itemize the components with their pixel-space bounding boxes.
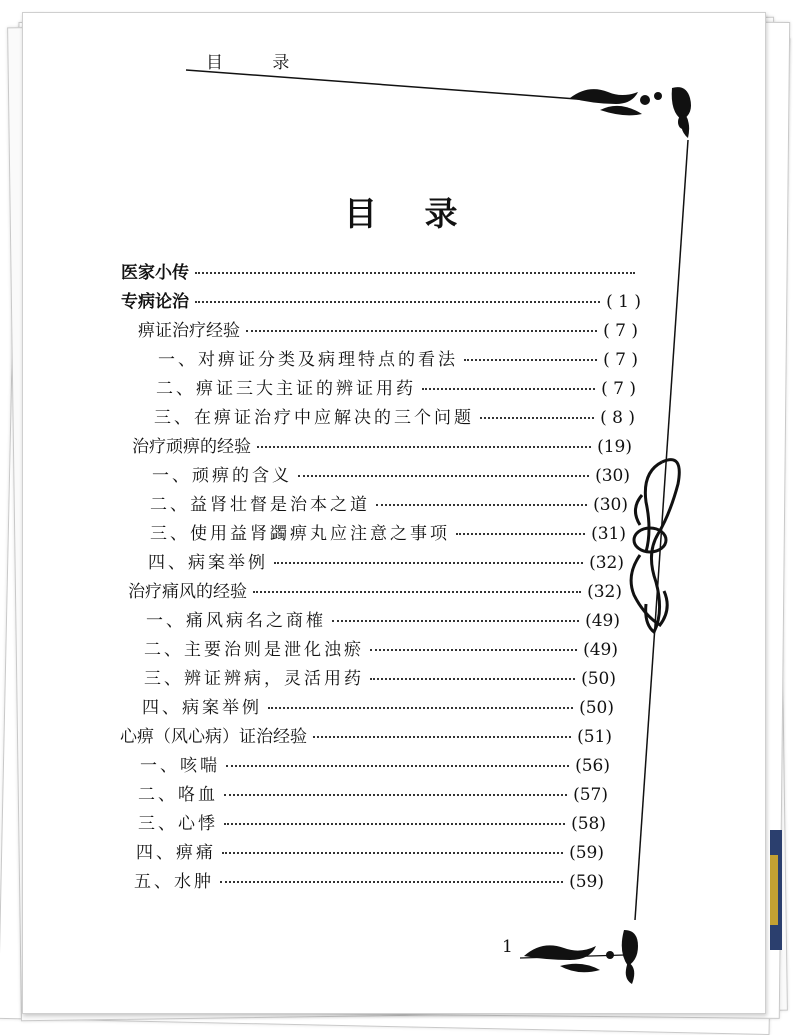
dot-leader <box>332 620 579 622</box>
toc-page: (30) <box>595 466 630 486</box>
toc-entry[interactable] <box>146 606 620 631</box>
toc-label: 一、痛风病名之商榷 <box>146 611 326 631</box>
dot-leader <box>226 765 569 767</box>
dot-leader <box>464 359 597 361</box>
dot-leader <box>195 301 600 303</box>
toc-label: 三、心悸 <box>138 814 218 834</box>
toc-label: 五、水肿 <box>134 872 214 892</box>
toc-entry[interactable] <box>144 635 618 660</box>
toc-label: 三、在痹证治疗中应解决的三个问题 <box>154 408 474 428</box>
toc-page: ( 7 ) <box>601 379 636 399</box>
toc-page: (31) <box>591 524 626 544</box>
dot-leader <box>195 272 635 274</box>
dot-leader <box>370 649 577 651</box>
toc-page: (49) <box>585 611 620 631</box>
toc-label: 心痹（风心病）证治经验 <box>120 727 307 747</box>
toc-label: 一、对痹证分类及病理特点的看法 <box>158 350 458 370</box>
toc-label: 四、病案举例 <box>148 553 268 573</box>
dot-leader <box>253 591 581 593</box>
toc-entry[interactable] <box>128 577 622 602</box>
corner-flourish-bottom <box>524 930 638 984</box>
toc-label: 二、主要治则是泄化浊瘀 <box>144 640 364 660</box>
toc-label: 医家小传 <box>121 263 189 283</box>
toc-entry[interactable] <box>138 780 608 805</box>
dot-leader <box>313 736 571 738</box>
page-number: 1 <box>502 937 513 957</box>
toc-label: 四、病案举例 <box>142 698 262 718</box>
dot-leader <box>246 330 597 332</box>
toc-entry[interactable] <box>134 867 604 892</box>
dot-leader <box>456 533 585 535</box>
dot-leader <box>480 417 594 419</box>
toc-entry[interactable] <box>156 374 636 399</box>
toc-page: (56) <box>575 756 610 776</box>
toc-entry[interactable] <box>144 664 616 689</box>
toc-entry[interactable] <box>121 287 641 312</box>
dot-leader <box>224 794 567 796</box>
toc-page: ( 7 ) <box>603 350 638 370</box>
toc-entry[interactable] <box>140 751 610 776</box>
toc-page: (50) <box>579 698 614 718</box>
toc-page: (59) <box>569 872 604 892</box>
toc-entry[interactable] <box>136 838 604 863</box>
side-flourish <box>631 460 679 632</box>
toc-label: 一、顽痹的含义 <box>152 466 292 486</box>
toc-page: (30) <box>593 495 628 515</box>
dot-leader <box>298 475 589 477</box>
toc-page: (58) <box>571 814 606 834</box>
dot-leader <box>422 388 595 390</box>
toc-label: 四、痹痛 <box>136 843 216 863</box>
toc-entry[interactable] <box>132 432 632 457</box>
dot-leader <box>224 823 565 825</box>
toc-page: (19) <box>597 437 632 457</box>
toc-label: 三、辨证辨病，灵活用药 <box>144 669 364 689</box>
toc-entry[interactable] <box>154 403 635 428</box>
toc-page: ( 8 ) <box>600 408 635 428</box>
page-title: 目 录 <box>344 194 476 233</box>
toc-page: (57) <box>573 785 608 805</box>
toc-entry[interactable] <box>152 461 630 486</box>
dot-leader <box>268 707 573 709</box>
toc-entry[interactable] <box>121 258 641 283</box>
toc-entry[interactable] <box>148 548 624 573</box>
toc-entry[interactable] <box>142 693 614 718</box>
toc-label: 痹证治疗经验 <box>138 321 240 341</box>
toc-entry[interactable] <box>158 345 638 370</box>
toc-label: 二、咯血 <box>138 785 218 805</box>
toc-page: (51) <box>577 727 612 747</box>
corner-flourish-top <box>570 87 691 138</box>
dot-leader <box>376 504 587 506</box>
running-header: 目 录 <box>206 53 312 73</box>
toc-page: (32) <box>589 553 624 573</box>
toc-label: 一、咳喘 <box>140 756 220 776</box>
toc-label: 治疗痛风的经验 <box>128 582 247 602</box>
toc-page: (50) <box>581 669 616 689</box>
toc-label: 治疗顽痹的经验 <box>132 437 251 457</box>
toc-page: (59) <box>569 843 604 863</box>
toc-page: ( 1 ) <box>606 292 641 312</box>
toc-entry[interactable] <box>150 490 628 515</box>
dot-leader <box>220 881 563 883</box>
dot-leader <box>257 446 591 448</box>
toc-entry[interactable] <box>120 722 612 747</box>
dot-leader <box>370 678 575 680</box>
toc-page: ( 7 ) <box>603 321 638 341</box>
toc-label: 三、使用益肾蠲痹丸应注意之事项 <box>150 524 450 544</box>
toc-entry[interactable] <box>138 316 638 341</box>
toc-label: 二、痹证三大主证的辨证用药 <box>156 379 416 399</box>
toc-label: 专病论治 <box>121 292 189 312</box>
toc-entry[interactable] <box>138 809 606 834</box>
toc-entry[interactable] <box>150 519 626 544</box>
toc-page: (32) <box>587 582 622 602</box>
toc-page: (49) <box>583 640 618 660</box>
toc-label: 二、益肾壮督是治本之道 <box>150 495 370 515</box>
dot-leader <box>222 852 563 854</box>
dot-leader <box>274 562 583 564</box>
